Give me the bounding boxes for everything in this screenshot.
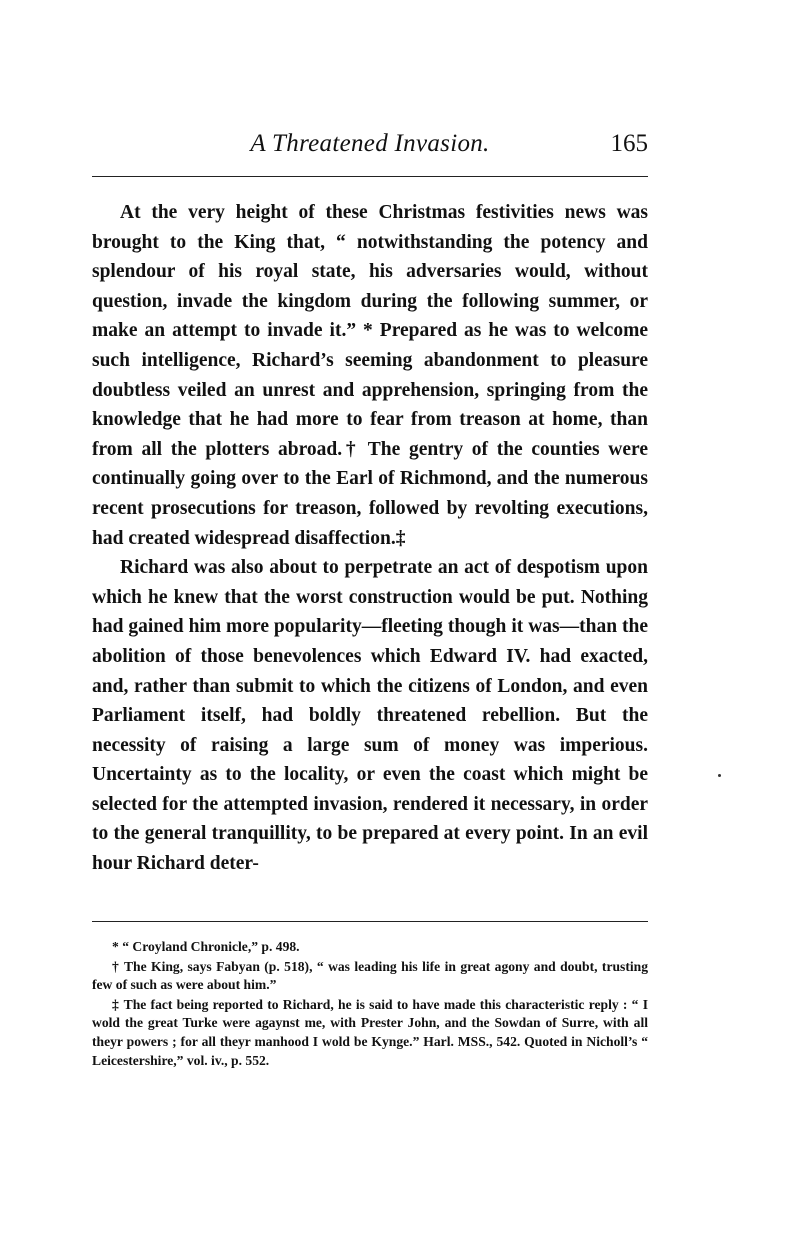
header-rule (92, 176, 648, 177)
margin-speck (718, 774, 721, 777)
footnotes (92, 938, 648, 1071)
paragraph: Richard was also about to perpetrate an act of despotism upon which he knew that the worst construction would be put. Nothing had gained him more popularity—fleeting though it was—than the abolition of those benevolences which Edward IV. had exacted, and, rather than submit to which the citizens of London, and even Parliament itself, had boldly threatened rebellion. But the necessity of raising a large sum of money was imperious. Uncertainty as to the locality, or even the coast which might be selected for the attempted invasion, rendered it necessary, in order to the general tranquillity, to be prepared at every point. In an evil hour Richard deter- (92, 557, 648, 875)
running-title: A Threatened Invasion. (250, 130, 490, 157)
footnote: † The King, says Fabyan (p. 518), “ was leading his life in great agony and doubt, trusting few of such as were about him.” (92, 958, 648, 993)
body-text (92, 198, 648, 879)
page-header (92, 130, 648, 166)
footnote: ‡ The fact being reported to Richard, he is said to have made this characteristic reply : “ I wold the great Turke were agaynst me, with Prester John, and the Sowdan of Surre, with all theyr powers ; for all theyr manhood I wold be Kynge.” Harl. MSS., 542. Quoted in Nicholl’s “ Leicestershire,” vol. iv., p. 552. (92, 996, 648, 1068)
footnote-rule (92, 921, 648, 922)
page-number: 165 (610, 130, 648, 157)
paragraph: At the very height of these Christmas festivities news was brought to the King that, “ notwithstanding the potency and splendour of his royal state, his adversaries would, without question, invade the kingdom during the following summer, or make an attempt to invade it.” * Prepared as he was to welcome such intelligence, Richard’s seeming abandonment to pleasure doubtless veiled an unrest and apprehension, springing from the knowledge that he had more to fear from treason at home, than from all the plotters abroad.† The gentry of the counties were continually going over to the Earl of Richmond, and the numerous recent prosecutions for treason, followed by revolting executions, had created widespread disaffection.‡ (92, 202, 648, 549)
footnote: * “ Croyland Chronicle,” p. 498. (112, 939, 300, 954)
